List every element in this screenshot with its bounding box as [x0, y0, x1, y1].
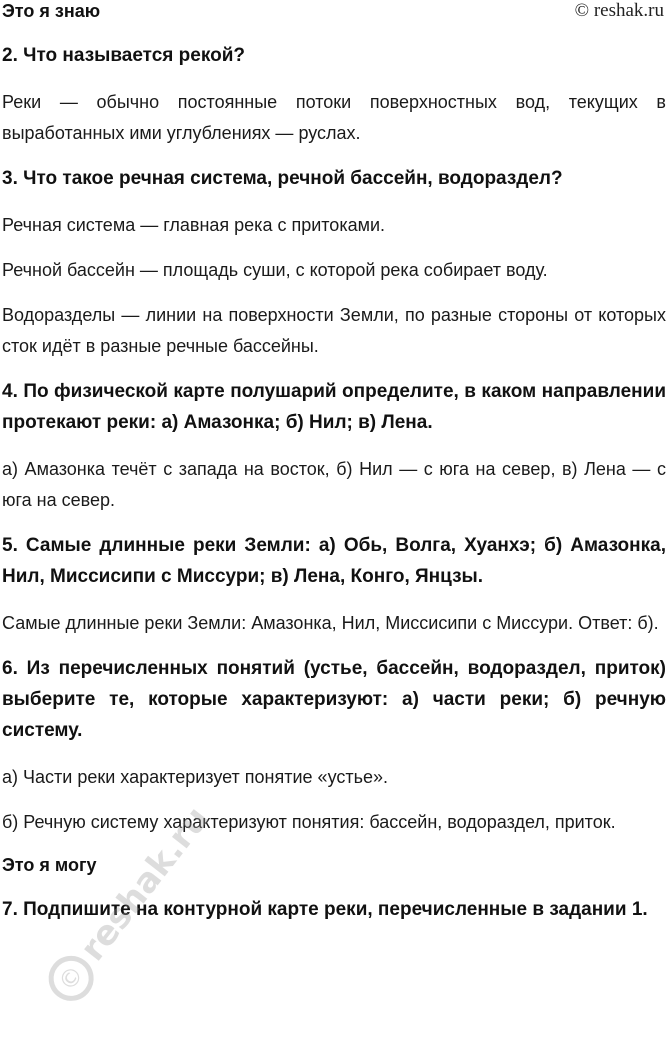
section-title: Это я знаю: [2, 1, 101, 21]
content: [2, 40, 666, 941]
question-block-2: [2, 40, 666, 149]
answer-3-1: Речная система — главная река с притоками.: [2, 215, 386, 235]
question-6: 6. Из перечисленных понятий (устье, бассейн, водораздел, приток) выберите те, которые характеризуют: а) части реки; б) речную систему.: [2, 658, 666, 741]
watermark-text: reshak.ru: [72, 799, 218, 969]
question-5: 5. Самые длинные реки Земли: а) Обь, Волга, Хуанхэ; б) Амазонка, Нил, Миссисипи с Миссури; в) Лена, Конго, Янцзы.: [2, 535, 666, 587]
answer-3-2: Речной бассейн — площадь суши, с которой река собирает воду.: [2, 260, 548, 280]
answer-2-1: Реки — обычно постоянные потоки поверхностных вод, текущих в выработанных ими углублениях — руслах.: [2, 92, 666, 143]
question-block-3: [2, 163, 666, 362]
site-copyright: © reshak.ru: [574, 0, 664, 21]
question-2: 2. Что называется рекой?: [2, 45, 245, 66]
question-7: 7. Подпишите на контурной карте реки, перечисленные в задании 1.: [2, 899, 648, 920]
question-block-4: [2, 376, 666, 516]
watermark-symbol: ©: [52, 960, 90, 997]
question-4: 4. По физической карте полушарий определите, в каком направлении протекают реки: а) Амазонка; б) Нил; в) Лена.: [2, 381, 666, 433]
answer-4-1: а) Амазонка течёт с запада на восток, б) Нил — с юга на север, в) Лена — с юга на север.: [2, 459, 666, 510]
answer-6-1: а) Части реки характеризует понятие «устье».: [2, 767, 389, 787]
question-block-6: [2, 653, 666, 838]
answer-3-3: Водоразделы — линии на поверхности Земли, по разные стороны от которых сток идёт в разные речные бассейны.: [2, 305, 666, 356]
subsection-title: Это я могу: [2, 855, 97, 875]
question-3: 3. Что такое речная система, речной бассейн, водораздел?: [2, 168, 563, 189]
question-block-5: [2, 530, 666, 639]
header-bar: [2, 0, 666, 26]
watermark-circle: [43, 950, 99, 1006]
answer-6-2: б) Речную систему характеризуют понятия: бассейн, водораздел, приток.: [2, 812, 616, 832]
answer-5-1: Самые длинные реки Земли: Амазонка, Нил, Миссисипи с Миссури. Ответ: б).: [2, 613, 659, 633]
